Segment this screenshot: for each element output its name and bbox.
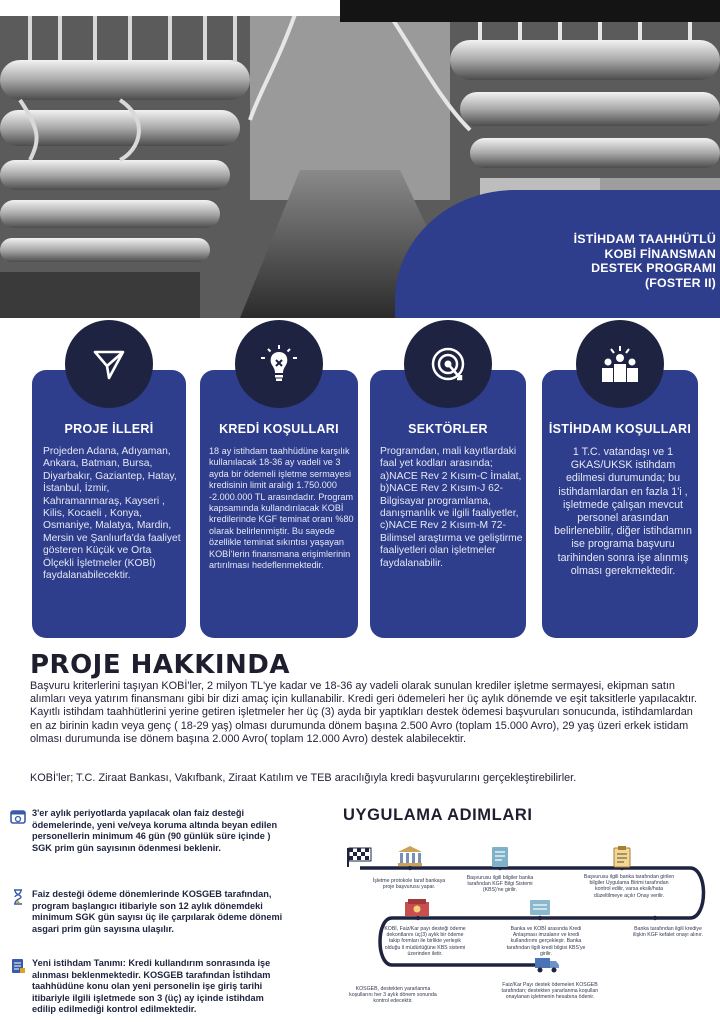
checkered-flag-icon — [346, 846, 374, 868]
team-podium-icon — [576, 320, 664, 408]
step-text: KOSGEB, destekten yararlanma koşullarını her 3 aylık dönem sonunda kontrol edecektir. — [349, 986, 437, 1005]
step-text: Faiz/Kar Payı destek ödemeleri KOSGEB tarafından; destekten yararlanma koşulları onaylanan işletmenin hesabına ödenir. — [501, 982, 599, 1001]
hero-banner — [0, 0, 720, 318]
lightbulb-icon — [235, 320, 323, 408]
step-text: KOBİ, Faiz/Kar payı desteği ödeme dekontlarını üç(3) aylık bir ödeme takip formları ile birlikte yerleşik olduğu il müdürlüğüne KBS sistemi üzerinden iletir. — [384, 926, 466, 957]
card-text: 1 T.C. vatandaşı ve 1 GKAS/UKSK istihdam edilmesi durumunda; bu istihdamlardan en fazla 1'i , işletmede çalışan mevcut personel arasından belirlenebilir, diğer istihdamın ise programa başvuru tarihinden sonra işe alınmış olması gerekmektedir. — [554, 446, 692, 577]
note-item — [10, 958, 288, 1016]
paper-plane-icon — [65, 320, 153, 408]
step-text: İşletme protokole taraf bankaya proje başvurusu yapar. — [372, 878, 446, 891]
card-proje-illeri — [32, 370, 186, 638]
program-title-line-1: İSTİHDAM TAAHHÜTLÜ — [573, 232, 716, 246]
target-icon — [404, 320, 492, 408]
note-item — [10, 808, 288, 854]
card-istihdam-kosullari — [542, 370, 698, 638]
card-title: KREDİ KOŞULLARI — [219, 422, 339, 436]
money-icon — [404, 898, 430, 918]
bank-icon — [397, 845, 423, 867]
program-title-line-4: (FOSTER II) — [644, 275, 716, 290]
card-title: PROJE İLLERİ — [64, 422, 154, 436]
about-title: PROJE HAKKINDA — [30, 650, 290, 680]
card-kredi-kosullari — [200, 370, 358, 638]
note-text: 3'er aylık periyotlarda yapılacak olan faiz desteği ödemelerinde, yeni ve/veya koruma altında beyan edilen personellerin minimum 46 gün (90 günlük süre içinde ) SGK prim gün sayısının ödenmesi beklenir. — [32, 808, 278, 853]
note-item — [10, 889, 288, 935]
program-title — [456, 232, 716, 290]
calendar-icon — [10, 808, 26, 824]
card-title: İSTİHDAM KOŞULLARI — [548, 422, 692, 436]
step-text: Başvurusu ilgili bilgiler banka tarafından KGF Bilgi Sistemi (KBS)'ne girilir. — [466, 875, 534, 894]
report-icon — [491, 846, 509, 868]
step-text: Başvurusu ilgili banka tarafından girilen bilgiler Uygulama Birimi tarafından kontrol edilir, varsa eksik/hata düzeltilmeye açılır Onay verilir. — [583, 874, 675, 899]
card-sektorler — [370, 370, 526, 638]
card-title: SEKTÖRLER — [408, 422, 488, 436]
steps-title: UYGULAMA ADIMLARI — [343, 806, 533, 824]
checklist-icon — [612, 846, 632, 868]
note-text: Yeni istihdam Tanımı: Kredi kullandırım sonrasında işe alınması beklenmektedir. KOSGEB tarafından İstihdam taahhüdüne konu olan yeni personelin işe giriş tarihi itibariyle ilgili işletmede son 3 (üç) ay içinde istihdam edilip edilmediği kontrol edilmektedir. — [32, 958, 271, 1015]
truck-icon — [534, 955, 560, 973]
hourglass-icon — [10, 889, 26, 905]
step-text: Banka ve KOBİ arasında Kredi Anlaşması imzalanır ve kredi kullandırımı gerçekleşir. Banka tarafından ilgili kredi bilgisi KBS'ye girilir. — [506, 926, 586, 957]
about-note: KOBİ'ler; T.C. Ziraat Bankası, Vakıfbank, Ziraat Katılım ve TEB aracılığıyla kredi başvurularını gerçekleştirebilirler. — [30, 772, 577, 784]
program-title-line-2: KOBİ FİNANSMAN — [604, 246, 716, 261]
card-text: Programdan, mali kayıtlardaki faal yet kodları arasında; a)NACE Rev 2 Kısım-C İmalat, b)NACE Rev 2 Kısım-J 62- Bilgisayar programlama, danışmanlık ve ilgili faaliyetler, c)NACE Rev 2 Kısım-M 72- Bilimsel araştırma ve geliştirme faaliyetleri olan işletmeler faydalanabilir. — [380, 446, 523, 569]
step-text: Banka tarafından ilgili krediye ilişkin KGF kefalet onayı alınır. — [633, 926, 703, 939]
note-text: Faiz desteği ödeme dönemlerinde KOSGEB tarafından, program başlangıcı itibariyle son 12 aylık dönemdeki minimum SGK gün sayısı üç ile çarpılarak ödeme dönemi asgari prim gün sayısına ulaşılır. — [32, 889, 283, 934]
program-title-line-3: DESTEK PROGRAMI — [591, 261, 716, 276]
card-text: Projeden Adana, Adıyaman, Ankara, Batman, Bursa, Diyarbakır, Gaziantep, Hatay, İstanbul, İzmir, Kahramanmaraş, Kayseri , Kilis, Kocaeli , Konya, Osmaniye, Malatya, Mardin, Mersin ve Şanlıurfa'da faaliyet gösteren Küçük ve Orta Ölçekli İşletmeler (KOBİ) faydalanabilecektir. — [43, 446, 181, 582]
card-text: 18 ay istihdam taahhüdüne karşılık kullanılacak 18-36 ay vadeli ve 3 ayda bir ödemeli işletme sermayesi kredisinin limit aralığı 1.750.000 -2.000.000 TL arasındadır. Program kapsamında kullandırılacak KOBİ kredilerinde KGF teminat oranı %80 olarak belirlenmiştir. Bu sayede özellikle teminat sıkıntısı yaşayan KOBİ'lerin finansmana erişimlerinin artırılması hedeflenmektedir. — [209, 446, 354, 571]
about-body: Başvuru kriterlerini taşıyan KOBİ'ler, 2 milyon TL'ye kadar ve 18-36 ay vadeli olarak sunulan krediler işletme sermayesi, ekipman satın alımları veya yatırım finansmanı gibi bir dizi amaç için kullanabilir. Kredi geri ödemeleri her üç aylık dönemde ve eşit taksitlerle yapılacaktır. Kayıtlı istihdam taahhütlerini yerine getiren işletmeler her üç (3) ayda bir yaptıkları destek ödemesi başvuruları sonucunda, istihdamlardan en az birinin kadın veya genç ( 18-29 yaş) olması durumunda dönem başına 2.500 Avro (toplam 15.000 Avro), 29 yaş üzeri erkek istidam olması durumunda ise dönem başına 2.000 Avro( toplam 12.000 Avro) destek alabilecektir. — [30, 680, 698, 745]
document-icon — [10, 958, 26, 974]
handshake-icon — [528, 897, 552, 917]
